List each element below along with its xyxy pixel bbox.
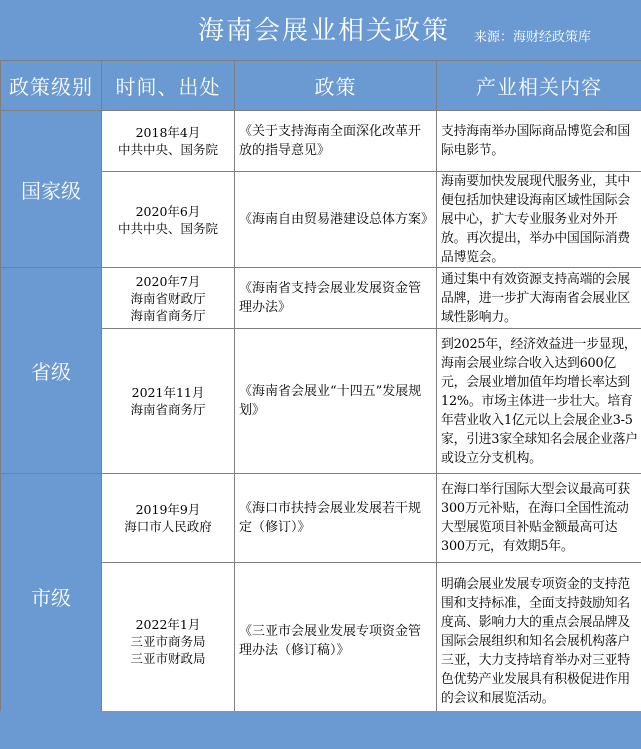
row-content: 到2025年，经济效益进一步显现，海南会展业综合收入达到600亿元，会展业增加值年均增长率达到12%。市场主体进一步壮大。培育年营业收入1亿元以上会展企业3-5家，引进3家全球知名会展企业落户或设立分支机构。 bbox=[437, 329, 641, 474]
row-policy: 《海口市扶持会展业发展若干规定（修订）》 bbox=[235, 474, 437, 563]
header-row bbox=[1, 61, 641, 111]
row-date: 2022年1月 bbox=[135, 616, 201, 632]
row-content: 通过集中有效资源支持高端的会展品牌，进一步扩大海南省会展业区域性影响力。 bbox=[437, 268, 641, 329]
row-policy: 《三亚市会展业发展专项资金管理办法（修订稿）》 bbox=[235, 563, 437, 720]
row-content: 支持海南举办国际商品博览会和国际电影节。 bbox=[437, 111, 641, 172]
header-policy: 政策 bbox=[235, 61, 437, 111]
row-content: 海南要加快发展现代服务业，其中便包括加快建设海南区域性国际会展中心，扩大专业服务业对外开放。再次提出，举办中国国际消费品博览会。 bbox=[437, 172, 641, 268]
level-provincial: 省级 bbox=[1, 268, 102, 474]
row-time bbox=[102, 268, 235, 329]
row-date: 2020年6月 bbox=[135, 203, 201, 219]
row-time bbox=[102, 172, 235, 268]
row-issuer: 海南省财政厅 海南省商务厅 bbox=[130, 290, 206, 323]
row-date: 2021年11月 bbox=[131, 385, 205, 400]
row-issuer: 中共中央、国务院 bbox=[117, 142, 218, 157]
row-issuer: 中共中央、国务院 bbox=[117, 220, 218, 236]
page-title: 海南会展业相关政策 bbox=[198, 16, 451, 46]
row-time bbox=[102, 329, 235, 474]
table-row bbox=[1, 111, 641, 172]
row-date: 2018年4月 bbox=[135, 125, 201, 140]
row-policy: 《海南省支持会展业发展资金管理办法》 bbox=[235, 268, 437, 329]
table-row bbox=[1, 268, 641, 329]
row-issuer: 三亚市商务局 三亚市财政局 bbox=[130, 633, 206, 666]
row-content: 明确会展业发展专项资金的支持范围和支持标准，全面支持鼓励知名度高、影响力大的重点会展品牌及国际会展组织和知名会展机构落户三亚，大力支持培育举办对三亚特色优势产业发展具有积极促进作用的会议和展览活动。 bbox=[437, 563, 641, 720]
row-issuer: 海南省商务厅 bbox=[130, 402, 206, 417]
row-content: 在海口举行国际大型会议最高可获300万元补贴，在海口全国性流动大型展览项目补贴金额最高可达300万元，有效期5年。 bbox=[437, 474, 641, 563]
footer-bar bbox=[0, 711, 641, 749]
row-policy: 《海南自由贸易港建设总体方案》 bbox=[235, 172, 437, 268]
level-city: 市级 bbox=[1, 474, 102, 720]
level-national: 国家级 bbox=[1, 111, 102, 268]
title-bar bbox=[0, 0, 641, 59]
row-time bbox=[102, 111, 235, 172]
header-level: 政策级别 bbox=[1, 61, 102, 111]
row-date: 2020年7月 bbox=[135, 273, 201, 289]
row-issuer: 海口市人民政府 bbox=[124, 519, 212, 534]
header-time-source: 时间、出处 bbox=[102, 61, 235, 111]
row-time bbox=[102, 474, 235, 563]
table-row bbox=[1, 474, 641, 563]
policy-table bbox=[0, 60, 641, 720]
header-content: 产业相关内容 bbox=[437, 61, 641, 111]
row-policy: 《海南省会展业“十四五”发展规划》 bbox=[235, 329, 437, 474]
row-time bbox=[102, 563, 235, 720]
source-note: 来源：海财经政策库 bbox=[474, 30, 592, 45]
row-date: 2019年9月 bbox=[135, 502, 201, 517]
row-policy: 《关于支持海南全面深化改革开放的指导意见》 bbox=[235, 111, 437, 172]
